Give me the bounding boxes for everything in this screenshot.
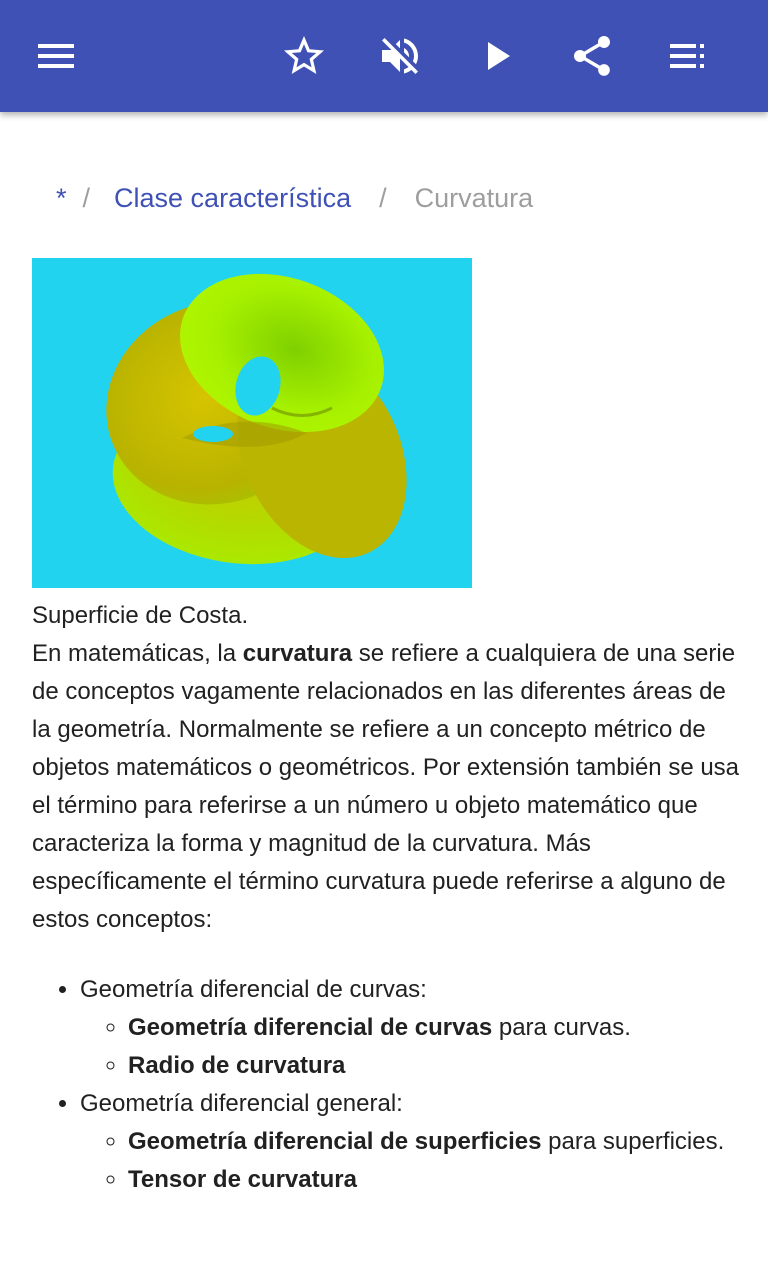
link-term[interactable]: Radio de curvatura <box>128 1052 346 1079</box>
list-item-text: para curvas. <box>492 1014 631 1041</box>
sub-list-item <box>128 1123 742 1161</box>
term-bold: curvatura <box>242 640 353 667</box>
share-icon[interactable] <box>560 24 624 88</box>
article-image[interactable] <box>32 258 472 588</box>
list-item-label: Geometría diferencial de curvas: <box>80 976 427 1003</box>
star-outline-icon[interactable] <box>272 24 336 88</box>
playlist-icon[interactable] <box>656 24 720 88</box>
image-caption: Superficie de Costa. <box>32 602 249 629</box>
sub-list-item <box>128 1047 742 1085</box>
paragraph-text: se refiere a cualquiera de una serie de conceptos vagamente relacionados en las diferentes áreas de la geometría. Normalmente se refiere a un concepto métrico de objetos matemáticos o geométricos. Por extensión también se usa el término para referirse a un número u objeto matemático que caracteriza la forma y magnitud de la curvatura. Más específicamente el término curvatura puede referirse a alguno de estos conceptos: <box>32 640 740 933</box>
app-bar <box>0 0 768 112</box>
volume-off-icon[interactable] <box>368 24 432 88</box>
sub-list-item <box>128 1161 742 1199</box>
sub-list <box>80 1009 742 1085</box>
costa-surface-illustration <box>32 258 472 588</box>
link-term[interactable]: Tensor de curvatura <box>128 1166 357 1193</box>
breadcrumb-separator: / <box>379 182 387 213</box>
sub-list <box>80 1123 742 1199</box>
breadcrumb-parent[interactable]: Clase característica <box>114 182 352 213</box>
link-term[interactable]: Geometría diferencial de curvas <box>128 1014 493 1041</box>
paragraph-text: En matemáticas, la <box>32 640 243 667</box>
article-content <box>32 597 742 1199</box>
play-icon[interactable] <box>464 24 528 88</box>
link-term[interactable]: Geometría diferencial de superficies <box>128 1128 542 1155</box>
breadcrumb-separator: / <box>82 182 91 213</box>
intro-paragraph <box>32 635 742 939</box>
sub-list-item <box>128 1009 742 1047</box>
breadcrumb-current: Curvatura <box>414 182 534 213</box>
list-item <box>80 971 742 1085</box>
breadcrumb-home[interactable]: * <box>56 182 67 213</box>
menu-icon[interactable] <box>24 24 88 88</box>
list-item <box>80 1085 742 1199</box>
breadcrumb <box>32 176 533 220</box>
list-item-label: Geometría diferencial general: <box>80 1090 403 1117</box>
list-item-text: para superficies. <box>541 1128 725 1155</box>
concept-list <box>32 971 742 1199</box>
